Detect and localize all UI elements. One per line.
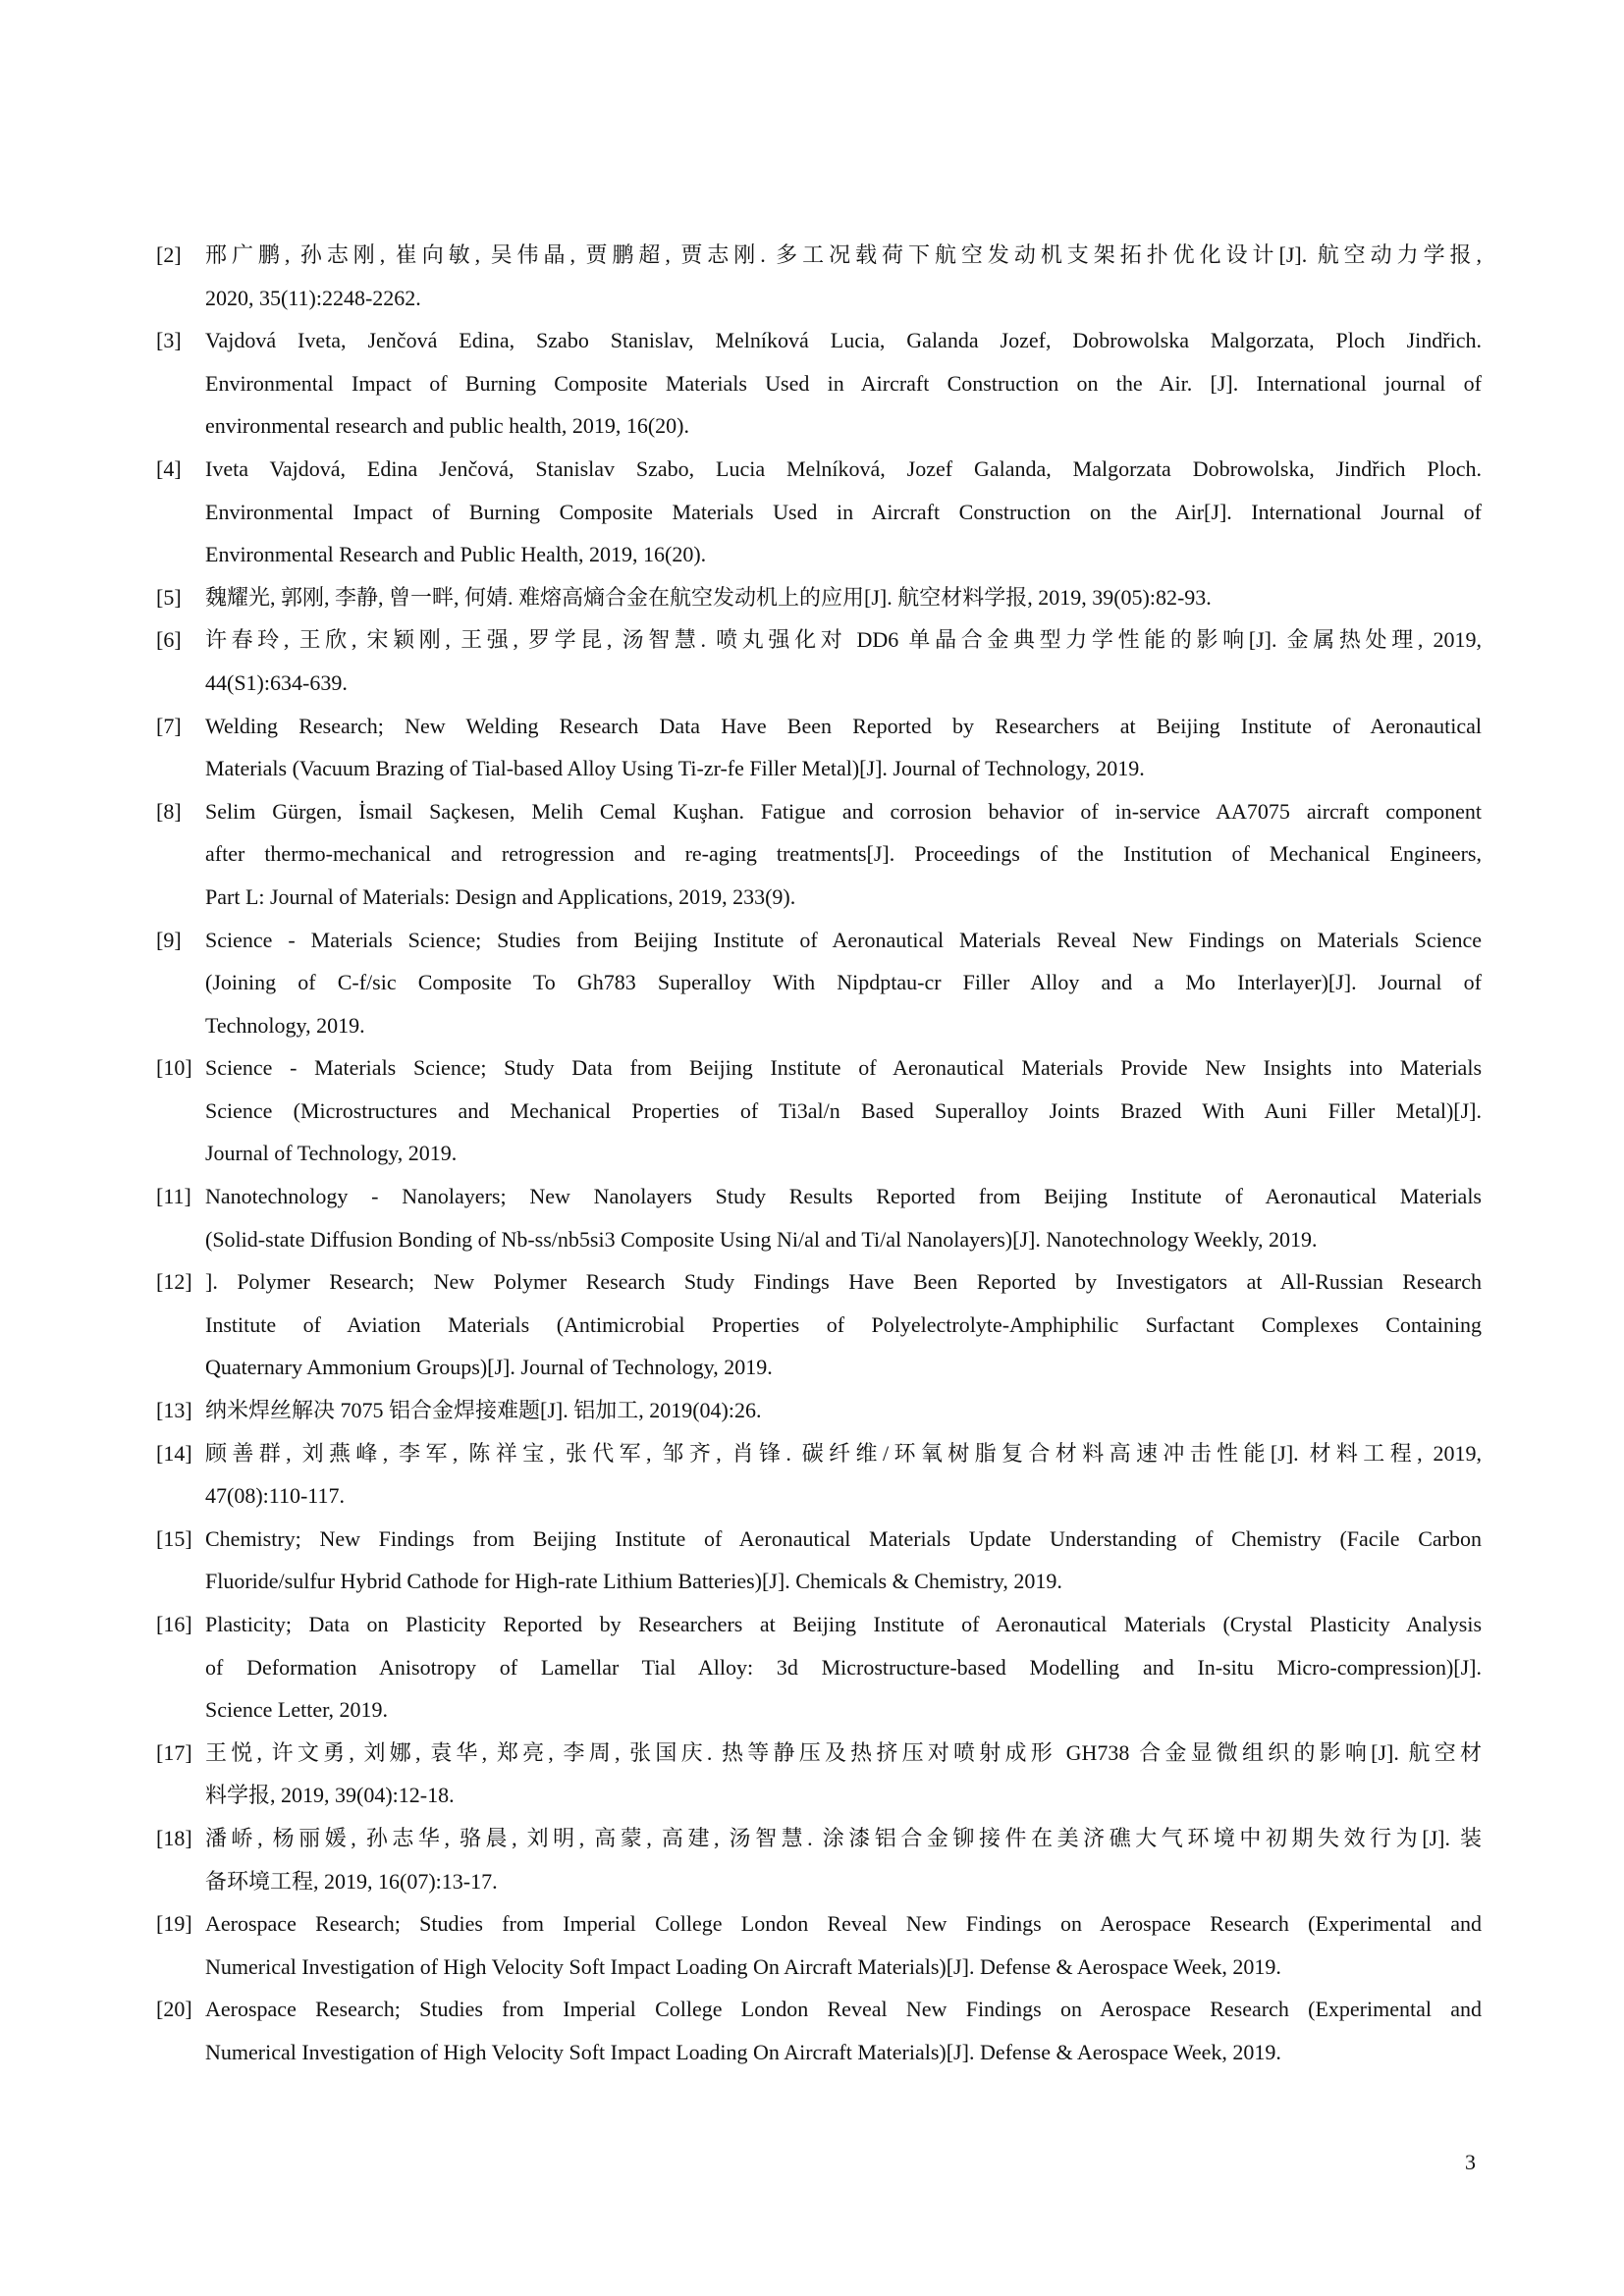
reference-item	[156, 790, 1482, 919]
reference-item	[156, 1817, 1482, 1902]
reference-text-line: after thermo-mechanical and retrogression and re-aging treatments[J]. Proceedings of the Institution of Mechanical Engineers,	[205, 841, 1482, 867]
reference-item	[156, 576, 1482, 619]
page-number: 3	[1465, 2150, 1476, 2174]
reference-item	[156, 618, 1482, 704]
reference-item	[156, 1260, 1482, 1389]
reference-item	[156, 1432, 1482, 1518]
reference-text-line: Journal of Technology, 2019.	[205, 1141, 458, 1166]
reference-number: [13]	[156, 1398, 192, 1423]
reference-text-line: Fluoride/sulfur Hybrid Cathode for High-rate Lithium Batteries)[J]. Chemicals & Chemistry, 2019.	[205, 1569, 1062, 1594]
reference-number: [14]	[156, 1440, 192, 1466]
reference-item	[156, 234, 1482, 319]
reference-item	[156, 1046, 1482, 1175]
reference-item	[156, 1389, 1482, 1432]
reference-text-line: Vajdová Iveta, Jenčová Edina, Szabo Stanislav, Melníková Lucia, Galanda Jozef, Dobrowolska Malgorzata, Ploch Jindřich.	[205, 328, 1482, 353]
reference-number: [10]	[156, 1055, 192, 1081]
reference-number: [4]	[156, 455, 182, 481]
reference-text-line: Welding Research; New Welding Research Data Have Been Reported by Researchers at Beijing Institute of Aeronautical	[205, 713, 1482, 738]
reference-text-line: ]. Polymer Research; New Polymer Research Study Findings Have Been Reported by Investigators at All-Russian Research	[205, 1269, 1482, 1295]
reference-item	[156, 319, 1482, 448]
reference-text-line: Selim Gürgen, İsmail Saçkesen, Melih Cemal Kuşhan. Fatigue and corrosion behavior of in-service AA7075 aircraft component	[205, 798, 1482, 824]
reference-text-line: of Deformation Anisotropy of Lamellar Tial Alloy: 3d Microstructure-based Modelling and In-situ Micro-compression)[J].	[205, 1654, 1482, 1680]
reference-number: [9]	[156, 927, 182, 952]
reference-item	[156, 1902, 1482, 1988]
reference-text-line: Materials (Vacuum Brazing of Tial-based Alloy Using Ti-zr-fe Filler Metal)[J]. Journal of Technology, 2019.	[205, 756, 1145, 781]
reference-text-line: Chemistry; New Findings from Beijing Institute of Aeronautical Materials Update Understanding of Chemistry (Facile Carbon	[205, 1525, 1482, 1551]
reference-text-line: Institute of Aviation Materials (Antimicrobial Properties of Polyelectrolyte-Amphiphilic Surfactant Complexes Containing	[205, 1311, 1482, 1337]
reference-text-line: 纳米焊丝解决 7075 铝合金焊接难题[J]. 铝加工, 2019(04):26.	[205, 1398, 762, 1423]
reference-number: [12]	[156, 1269, 192, 1295]
reference-text-line: Aerospace Research; Studies from Imperial College London Reveal New Findings on Aerospace Research (Experimental and	[205, 1997, 1482, 2022]
reference-item	[156, 1732, 1482, 1817]
reference-text-line: 44(S1):634-639.	[205, 669, 348, 695]
reference-number: [18]	[156, 1825, 192, 1850]
reference-text-line: 许春玲, 王欣, 宋颖刚, 王强, 罗学昆, 汤智慧. 喷丸强化对 DD6 单晶合金典型力学性能的影响[J]. 金属热处理, 2019,	[205, 627, 1482, 653]
reference-text-line: Technology, 2019.	[205, 1012, 365, 1038]
reference-item	[156, 1518, 1482, 1603]
reference-text-line: Environmental Impact of Burning Composite Materials Used in Aircraft Construction on the Air[J]. International Journal of	[205, 499, 1482, 524]
reference-number: [20]	[156, 1997, 192, 2022]
reference-number: [6]	[156, 627, 182, 653]
reference-text-line: 魏耀光, 郭刚, 李静, 曾一畔, 何婧. 难熔高熵合金在航空发动机上的应用[J]. 航空材料学报, 2019, 39(05):82-93.	[205, 584, 1212, 610]
reference-text-line: Environmental Impact of Burning Composite Materials Used in Aircraft Construction on the Air. [J]. International journal of	[205, 370, 1482, 396]
reference-item	[156, 705, 1482, 790]
reference-item	[156, 1603, 1482, 1732]
reference-text-line: (Joining of C-f/sic Composite To Gh783 Superalloy With Nipdptau-cr Filler Alloy and a Mo Interlayer)[J]. Journal of	[205, 970, 1482, 995]
reference-text-line: Plasticity; Data on Plasticity Reported by Researchers at Beijing Institute of Aeronautical Materials (Crystal Plasticity Analysis	[205, 1612, 1482, 1636]
reference-text-line: Science - Materials Science; Study Data from Beijing Institute of Aeronautical Materials Provide New Insights into Materials	[205, 1055, 1482, 1081]
reference-list	[156, 234, 1482, 2074]
reference-item	[156, 448, 1482, 576]
reference-number: [2]	[156, 242, 182, 267]
reference-number: [11]	[156, 1184, 191, 1209]
reference-text-line: 顾善群, 刘燕峰, 李军, 陈祥宝, 张代军, 邹齐, 肖锋. 碳纤维/环氧树脂复合材料高速冲击性能[J]. 材料工程, 2019,	[205, 1440, 1482, 1466]
reference-text-line: Environmental Research and Public Health, 2019, 16(20).	[205, 542, 707, 567]
reference-text-line: 47(08):110-117.	[205, 1483, 345, 1509]
reference-number: [3]	[156, 328, 182, 353]
reference-text-line: 备环境工程, 2019, 16(07):13-17.	[205, 1868, 498, 1894]
reference-text-line: 潘峤, 杨丽媛, 孙志华, 骆晨, 刘明, 高蒙, 高建, 汤智慧. 涂漆铝合金铆接件在美济礁大气环境中初期失效行为[J]. 装	[205, 1825, 1482, 1850]
reference-number: [5]	[156, 584, 182, 610]
reference-text-line: 2020, 35(11):2248-2262.	[205, 285, 421, 310]
reference-item	[156, 1988, 1482, 2073]
reference-text-line: Aerospace Research; Studies from Imperial College London Reveal New Findings on Aerospace Research (Experimental and	[205, 1911, 1482, 1937]
reference-text-line: Part L: Journal of Materials: Design and Applications, 2019, 233(9).	[205, 883, 796, 909]
reference-text-line: Science - Materials Science; Studies from Beijing Institute of Aeronautical Materials Reveal New Findings on Materials Science	[205, 927, 1482, 952]
reference-text-line: Numerical Investigation of High Velocity Soft Impact Loading On Aircraft Materials)[J]. Defense & Aerospace Week, 2019.	[205, 2039, 1281, 2064]
reference-text-line: Nanotechnology - Nanolayers; New Nanolayers Study Results Reported from Beijing Institute of Aeronautical Materials	[205, 1184, 1482, 1209]
reference-item	[156, 919, 1482, 1047]
reference-number: [7]	[156, 713, 182, 738]
reference-text-line: (Solid-state Diffusion Bonding of Nb-ss/nb5si3 Composite Using Ni/al and Ti/al Nanolayers)[J]. Nanotechnology Weekly, 2019.	[205, 1226, 1318, 1252]
reference-number: [8]	[156, 798, 182, 824]
reference-text-line: Quaternary Ammonium Groups)[J]. Journal of Technology, 2019.	[205, 1355, 773, 1380]
reference-text-line: Science Letter, 2019.	[205, 1697, 389, 1723]
reference-text-line: 邢广鹏, 孙志刚, 崔向敏, 吴伟晶, 贾鹏超, 贾志刚. 多工况载荷下航空发动机支架拓扑优化设计[J]. 航空动力学报,	[205, 242, 1482, 267]
reference-item	[156, 1175, 1482, 1260]
reference-text-line: Science (Microstructures and Mechanical Properties of Ti3al/n Based Superalloy Joints Brazed With Auni Filler Metal)[J].	[205, 1097, 1482, 1123]
reference-number: [17]	[156, 1739, 192, 1765]
reference-number: [16]	[156, 1612, 192, 1636]
reference-text-line: environmental research and public health, 2019, 16(20).	[205, 413, 690, 439]
reference-number: [15]	[156, 1525, 192, 1551]
reference-text-line: Iveta Vajdová, Edina Jenčová, Stanislav Szabo, Lucia Melníková, Jozef Galanda, Malgorzata Dobrowolska, Jindřich Ploch.	[205, 455, 1482, 481]
reference-number: [19]	[156, 1911, 192, 1937]
reference-text-line: Numerical Investigation of High Velocity Soft Impact Loading On Aircraft Materials)[J]. Defense & Aerospace Week, 2019.	[205, 1953, 1281, 1979]
reference-text-line: 料学报, 2019, 39(04):12-18.	[205, 1783, 455, 1808]
reference-text-line: 王悦, 许文勇, 刘娜, 袁华, 郑亮, 李周, 张国庆. 热等静压及热挤压对喷射成形 GH738 合金显微组织的影响[J]. 航空材	[205, 1739, 1482, 1765]
